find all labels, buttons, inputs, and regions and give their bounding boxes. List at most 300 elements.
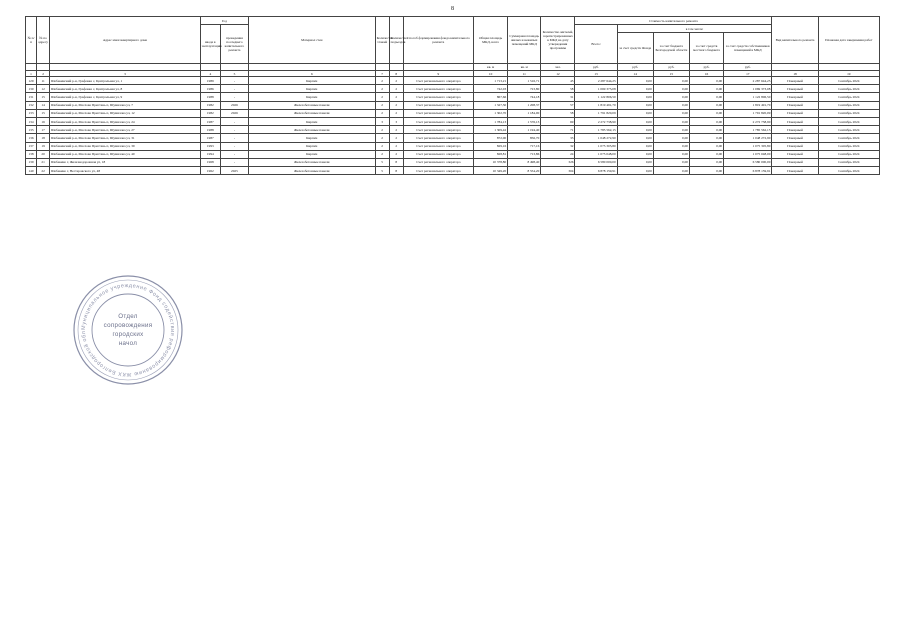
column-number-cell: 10 <box>474 71 508 77</box>
row-cell: 17 <box>37 126 50 134</box>
table-row <box>26 126 880 134</box>
units-row <box>26 64 880 71</box>
row-cell: 1 075 048,00 <box>575 150 617 158</box>
column-number-cell: 5 <box>220 71 248 77</box>
header-local: за счет средств местного бюджета <box>689 33 723 64</box>
row-cell: 0,00 <box>689 167 723 175</box>
row-cell: 1986 <box>200 85 220 93</box>
unit-cell: чел. <box>541 64 575 71</box>
header-year-built: ввода в эксплуатацию <box>200 25 220 64</box>
unit-cell <box>818 64 879 71</box>
column-number-cell: 19 <box>818 71 879 77</box>
row-cell: Железобетонные панели <box>249 158 376 166</box>
row-cell: 57 <box>541 101 575 109</box>
row-cell: Кирпич <box>249 134 376 142</box>
row-cell: Счет регионального оператора <box>403 93 473 101</box>
row-cell: 828,81 <box>474 150 508 158</box>
row-cell: 139 <box>26 158 37 166</box>
stamp-line: городских <box>112 331 144 338</box>
header-cost-total: Всего: <box>575 25 617 64</box>
row-cell: 1993 <box>200 142 220 150</box>
official-stamp <box>70 272 186 388</box>
header-floors: Количество этажей <box>375 17 389 64</box>
row-cell: 1 309,42 <box>474 126 508 134</box>
row-cell: 8 <box>389 167 403 175</box>
row-cell: 137 <box>26 142 37 150</box>
row-cell: Пожарный <box>772 117 818 125</box>
row-cell: 742,03 <box>474 85 508 93</box>
row-cell: 0,00 <box>653 134 689 142</box>
unit-cell <box>37 64 50 71</box>
unit-cell: руб. <box>617 64 653 71</box>
row-cell: 867,66 <box>474 93 508 101</box>
row-cell: Пожарный <box>772 158 818 166</box>
row-cell: 3 <box>389 117 403 125</box>
row-cell: 18 <box>37 134 50 142</box>
row-cell: Кирпич <box>249 142 376 150</box>
header-fund-method: Способ формирования фонда капитального ремонта <box>403 17 473 64</box>
unit-cell: руб. <box>724 64 772 71</box>
row-cell: 14 <box>37 101 50 109</box>
row-cell: - <box>220 134 248 142</box>
row-cell: Кирпич <box>249 117 376 125</box>
row-cell: Шебекинский р-н, Маслова Пристань п, Шумилова ул, 40 <box>50 150 201 158</box>
row-cell: 2 <box>389 134 403 142</box>
row-cell: 0,00 <box>689 158 723 166</box>
header-owners: за счет средств собственников помещений в МКД <box>724 33 772 64</box>
unit-cell: кв. м <box>474 64 508 71</box>
row-cell: 33 <box>541 134 575 142</box>
row-cell: 2 287 644,25 <box>724 77 772 85</box>
row-cell: 1988 <box>200 93 220 101</box>
row-cell: 723,80 <box>508 85 541 93</box>
row-cell: 1 048 272,90 <box>724 134 772 142</box>
row-cell: 0,00 <box>617 109 653 117</box>
row-cell: Сентябрь 2024 <box>818 134 879 142</box>
row-cell: 1 075 048,00 <box>724 150 772 158</box>
row-cell: 20 <box>37 150 50 158</box>
row-cell: 11 <box>37 77 50 85</box>
row-cell: 2026 <box>220 109 248 117</box>
row-cell: 58 <box>541 109 575 117</box>
unit-cell: руб. <box>575 64 617 71</box>
column-number-cell: 14 <box>617 71 653 77</box>
row-cell: 1 302,70 <box>474 109 508 117</box>
row-cell: Сентябрь 2024 <box>818 77 879 85</box>
row-cell: - <box>220 126 248 134</box>
row-cell: 1 069 373,08 <box>575 85 617 93</box>
unit-cell: руб. <box>653 64 689 71</box>
row-cell: 1 069 373,08 <box>724 85 772 93</box>
row-cell: 2 272 738,90 <box>575 117 617 125</box>
row-cell: 136 <box>26 134 37 142</box>
row-cell: 15 <box>37 109 50 117</box>
row-cell: 140 <box>26 167 37 175</box>
row-cell: 69 <box>541 117 575 125</box>
row-cell: Счет регионального оператора <box>403 117 473 125</box>
row-cell: Сентябрь 2024 <box>818 167 879 175</box>
row-cell: Шебекинский р-н, Маслова Пристань п, Шумилова ул, 7 <box>50 101 201 109</box>
row-cell: Счет регионального оператора <box>403 134 473 142</box>
stamp-line: сопровождения <box>103 322 153 329</box>
row-cell: 1 048 272,90 <box>575 134 617 142</box>
row-cell: Пожарный <box>772 93 818 101</box>
header-address: Адрес многоквартирного дома <box>50 17 201 64</box>
row-cell: Пожарный <box>772 142 818 150</box>
column-number-cell: 12 <box>541 71 575 77</box>
row-cell: 133 <box>26 109 37 117</box>
row-cell: 2 <box>389 150 403 158</box>
row-cell: 1988 <box>200 126 220 134</box>
column-number-cell: 7 <box>375 71 389 77</box>
row-cell: 0,00 <box>653 126 689 134</box>
row-cell: 2 <box>389 101 403 109</box>
row-cell: Счет регионального оператора <box>403 158 473 166</box>
column-number-cell: 4 <box>200 71 220 77</box>
header-material: Материал стен <box>249 17 376 64</box>
row-cell: 1 791 820,09 <box>575 109 617 117</box>
row-cell: 8 <box>389 158 403 166</box>
row-cell: 0,00 <box>653 142 689 150</box>
unit-cell <box>375 64 389 71</box>
row-cell: 134 <box>26 117 37 125</box>
stamp-center <box>96 312 160 348</box>
unit-cell <box>26 64 37 71</box>
column-number-cell: 2 <box>37 71 50 77</box>
row-cell: 130 <box>26 85 37 93</box>
row-cell: 138 <box>26 150 37 158</box>
row-cell: Сентябрь 2024 <box>818 109 879 117</box>
row-cell: 12 <box>37 85 50 93</box>
column-number-cell: 16 <box>689 71 723 77</box>
row-cell: 0,00 <box>689 85 723 93</box>
row-cell: 32 <box>541 142 575 150</box>
row-cell: Шебекино г, Железнодорожная ул, 18 <box>50 158 201 166</box>
register-table <box>25 16 880 175</box>
row-cell: Шебекино г, Нестеровского ул, 48 <box>50 167 201 175</box>
row-cell: Счет регионального оператора <box>403 77 473 85</box>
row-cell: Шебекинский р-н, Графовка с, Центральная ул, 8 <box>50 85 201 93</box>
row-cell: 2026 <box>220 101 248 109</box>
row-cell: 1 791 820,09 <box>724 109 772 117</box>
row-cell: 2025 <box>220 167 248 175</box>
unit-cell: кв. м <box>508 64 541 71</box>
header-incl: в том числе: <box>617 25 772 33</box>
row-cell: Пожарный <box>772 101 818 109</box>
row-cell: 0,00 <box>689 101 723 109</box>
row-cell: Шебекинский р-н, Маслова Пристань п, Шумилова ул, 27 <box>50 126 201 134</box>
row-cell: Счет регионального оператора <box>403 126 473 134</box>
row-cell: 829,16 <box>474 142 508 150</box>
header-year: Год <box>200 17 248 25</box>
row-cell: - <box>220 117 248 125</box>
stamp-line: Отдел <box>118 313 138 320</box>
row-cell: - <box>220 93 248 101</box>
row-cell: 0,00 <box>617 77 653 85</box>
table-row <box>26 134 880 142</box>
row-cell: 5 <box>375 167 389 175</box>
row-cell: 1 785 562,15 <box>575 126 617 134</box>
row-cell: 31 <box>541 93 575 101</box>
table-header <box>26 17 880 64</box>
table-row <box>26 167 880 175</box>
row-cell: 304 <box>541 167 575 175</box>
row-cell: 1989 <box>200 77 220 85</box>
row-cell: 2 <box>375 134 389 142</box>
table-row <box>26 109 880 117</box>
row-cell: 2 <box>389 142 403 150</box>
row-cell: 0,00 <box>617 85 653 93</box>
row-cell: 0,00 <box>689 134 723 142</box>
row-cell: 0,00 <box>689 117 723 125</box>
row-cell: 0,00 <box>617 158 653 166</box>
column-number-cell: 3 <box>50 71 201 77</box>
row-cell: Пожарный <box>772 167 818 175</box>
header-fund: за счет средств Фонда <box>617 33 653 64</box>
unit-cell <box>220 64 248 71</box>
row-cell: 22 <box>37 167 50 175</box>
row-cell: 2 <box>375 126 389 134</box>
row-cell: 2 <box>375 93 389 101</box>
row-cell: 8 554,20 <box>508 167 541 175</box>
table-body <box>26 64 880 175</box>
row-cell: 0,00 <box>617 142 653 150</box>
column-number-cell: 15 <box>653 71 689 77</box>
row-cell: 0,00 <box>617 126 653 134</box>
row-cell: 71 <box>541 126 575 134</box>
row-cell: 1 184,00 <box>508 109 541 117</box>
column-number-cell: 18 <box>772 71 818 77</box>
row-cell: 129 <box>26 77 37 85</box>
row-cell: 1 516,71 <box>508 77 541 85</box>
row-cell: 2 <box>375 101 389 109</box>
header-plan-date: Плановая дата завершения работ <box>818 17 879 64</box>
table-row <box>26 77 880 85</box>
row-cell: 2 <box>375 150 389 158</box>
column-number-cell: 9 <box>403 71 473 77</box>
header-living-area: Суммарная площадь жилых и нежилых помещений МКД <box>508 17 541 64</box>
row-cell: 6 878 159,91 <box>724 167 772 175</box>
row-cell: 0,00 <box>653 93 689 101</box>
row-cell: Пожарный <box>772 150 818 158</box>
row-cell: Пожарный <box>772 77 818 85</box>
row-cell: Кирпич <box>249 85 376 93</box>
row-cell: 58 <box>541 85 575 93</box>
stamp-line: начол <box>118 340 138 347</box>
row-cell: 0,00 <box>617 150 653 158</box>
row-cell: Сентябрь 2024 <box>818 101 879 109</box>
column-number-cell: 6 <box>249 71 376 77</box>
row-cell: 1 576,13 <box>508 117 541 125</box>
row-cell: 24 <box>541 150 575 158</box>
row-cell: - <box>220 150 248 158</box>
row-cell: 1 784,13 <box>474 117 508 125</box>
row-cell: 0,00 <box>689 142 723 150</box>
row-cell: 3 <box>375 117 389 125</box>
page-number: 8 <box>451 6 454 12</box>
row-cell: 131 <box>26 93 37 101</box>
row-cell: 135 <box>26 126 37 134</box>
column-number-cell: 1 <box>26 71 37 77</box>
row-cell: 2 <box>389 93 403 101</box>
table-row <box>26 142 880 150</box>
row-cell: 744,18 <box>508 93 541 101</box>
row-cell: 2 <box>375 109 389 117</box>
row-cell: 1982 <box>200 101 220 109</box>
row-cell: 1962 <box>200 167 220 175</box>
row-cell: 10 378,80 <box>474 158 508 166</box>
unit-cell: руб. <box>689 64 723 71</box>
row-cell: Сентябрь 2024 <box>818 158 879 166</box>
header-entrances: Количество подъездов <box>389 17 403 64</box>
row-cell: Кирпич <box>249 77 376 85</box>
row-cell: 1 075 305,80 <box>575 142 617 150</box>
row-cell: 2 <box>375 85 389 93</box>
row-cell: Сентябрь 2024 <box>818 93 879 101</box>
header-total-area: Общая площадь МКД, всего <box>474 17 508 64</box>
row-cell: 1 208,37 <box>508 101 541 109</box>
row-cell: Шебекинский р-н, Маслова Пристань п, Шумилова ул, 12 <box>50 109 201 117</box>
row-cell: 1 819 491,70 <box>575 101 617 109</box>
row-cell: 1982 <box>200 109 220 117</box>
row-cell: Счет регионального оператора <box>403 109 473 117</box>
header-repair-type: Вид капитального ремонта <box>772 17 818 64</box>
header-num-addr: № по адресу <box>37 17 50 64</box>
row-cell: 0,00 <box>689 150 723 158</box>
row-cell: 0,00 <box>653 85 689 93</box>
row-cell: 0,00 <box>653 150 689 158</box>
row-cell: Счет регионального оператора <box>403 85 473 93</box>
table-row <box>26 93 880 101</box>
row-cell: 0,00 <box>689 93 723 101</box>
row-cell: 6 580 000,00 <box>575 158 617 166</box>
row-cell: 713,86 <box>508 150 541 158</box>
row-cell: 1987 <box>200 117 220 125</box>
unit-cell <box>403 64 473 71</box>
row-cell: 132 <box>26 101 37 109</box>
column-number-cell: 11 <box>508 71 541 77</box>
row-cell: Пожарный <box>772 109 818 117</box>
row-cell: Железобетонные панели <box>249 126 376 134</box>
table-row <box>26 85 880 93</box>
row-cell: 1 785 562,15 <box>724 126 772 134</box>
row-cell: Счет регионального оператора <box>403 101 473 109</box>
unit-cell <box>772 64 818 71</box>
row-cell: 2 <box>389 109 403 117</box>
row-cell: 2 272 738,90 <box>724 117 772 125</box>
row-cell: 0,00 <box>689 109 723 117</box>
row-cell: - <box>220 158 248 166</box>
row-cell: 0,00 <box>653 109 689 117</box>
column-number-cell: 13 <box>575 71 617 77</box>
header-num: № п/п <box>26 17 37 64</box>
row-cell: Сентябрь 2024 <box>818 85 879 93</box>
row-cell: 15 <box>37 93 50 101</box>
row-cell: 1 194,40 <box>508 126 541 134</box>
row-cell: 2 287 644,25 <box>575 77 617 85</box>
row-cell: 0,00 <box>653 167 689 175</box>
row-cell: Счет регионального оператора <box>403 150 473 158</box>
row-cell: 16 <box>37 117 50 125</box>
row-cell: 6 878 159,91 <box>575 167 617 175</box>
row-cell: 0,00 <box>653 77 689 85</box>
row-cell: Сентябрь 2024 <box>818 126 879 134</box>
row-cell: 856,70 <box>508 134 541 142</box>
row-cell: Счет регионального оператора <box>403 142 473 150</box>
header-residents: Количество жителей, зарегистрированных в МКД на дату утверждения программы <box>541 17 575 64</box>
row-cell: 2 <box>389 126 403 134</box>
row-cell: 2 <box>389 77 403 85</box>
row-cell: Шебекинский р-н, Маслова Пристань п, Шумилова ул, 39 <box>50 142 201 150</box>
stamp-ring-text: Муниципальное учреждение Фонд содействия реформированию ЖКХ Белгородской обл <box>80 282 176 378</box>
row-cell: 0,00 <box>617 167 653 175</box>
row-cell: 1968 <box>200 158 220 166</box>
row-cell: Железобетонные панели <box>249 167 376 175</box>
row-cell: - <box>220 85 248 93</box>
row-cell: 1 819 491,70 <box>724 101 772 109</box>
row-cell: Шебекинский р-н, Маслова Пристань п, Шумилова ул, 31 <box>50 134 201 142</box>
row-cell: 21 <box>37 158 50 166</box>
row-cell: Пожарный <box>772 134 818 142</box>
row-cell: 6 580 000,00 <box>724 158 772 166</box>
column-number-cell: 8 <box>389 71 403 77</box>
row-cell: 8 498,40 <box>508 158 541 166</box>
row-cell: Пожарный <box>772 126 818 134</box>
table-row <box>26 158 880 166</box>
row-cell: 0,00 <box>617 134 653 142</box>
row-cell: 2 <box>375 77 389 85</box>
header-regional: за счет бюджета Белгородской области <box>653 33 689 64</box>
unit-cell <box>200 64 220 71</box>
row-cell: Кирпич <box>249 93 376 101</box>
row-cell: Сентябрь 2024 <box>818 150 879 158</box>
row-cell: 0,00 <box>689 126 723 134</box>
row-cell: 0,00 <box>617 101 653 109</box>
row-cell: 717,16 <box>508 142 541 150</box>
row-cell: 1987 <box>200 134 220 142</box>
row-cell: 1 713,21 <box>474 77 508 85</box>
row-cell: 326 <box>541 158 575 166</box>
row-cell: 1 122 806,50 <box>575 93 617 101</box>
row-cell: 2 <box>389 85 403 93</box>
row-cell: Счет регионального оператора <box>403 167 473 175</box>
row-cell: 5 <box>375 158 389 166</box>
row-cell: Кирпич <box>249 150 376 158</box>
table-row <box>26 101 880 109</box>
row-cell: 45 <box>541 77 575 85</box>
row-cell: 10 349,20 <box>474 167 508 175</box>
row-cell: Сентябрь 2024 <box>818 142 879 150</box>
row-cell: 1 327,30 <box>474 101 508 109</box>
column-number-cell: 17 <box>724 71 772 77</box>
row-cell: 1 122 806,50 <box>724 93 772 101</box>
row-cell: Шебекинский р-н, Маслова Пристань п, Шумилова ул, 24 <box>50 117 201 125</box>
row-cell: - <box>220 77 248 85</box>
row-cell: - <box>220 142 248 150</box>
header-year-last-repair: проведения последнего капитального ремонта <box>220 25 248 64</box>
header-cost: Стоимость капитального ремонта <box>575 17 772 25</box>
row-cell: 872,00 <box>474 134 508 142</box>
row-cell: 19 <box>37 142 50 150</box>
row-cell: 0,00 <box>653 158 689 166</box>
row-cell: Шебекинский р-н, Графовка с, Центральная ул, 9 <box>50 93 201 101</box>
row-cell: Сентябрь 2024 <box>818 117 879 125</box>
row-cell: Шебекинский р-н, Графовка с, Центральная ул, 1 <box>50 77 201 85</box>
row-cell: 1994 <box>200 150 220 158</box>
table-row <box>26 150 880 158</box>
row-cell: Железобетонные панели <box>249 101 376 109</box>
row-cell: 0,00 <box>689 77 723 85</box>
